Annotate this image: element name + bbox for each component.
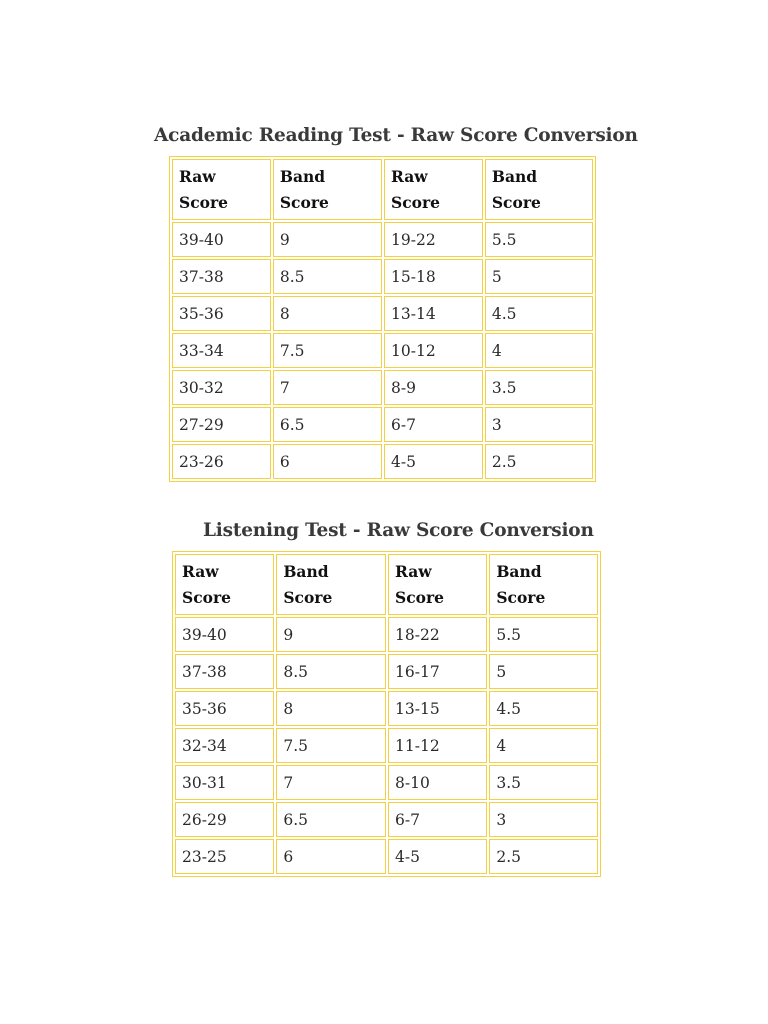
cell-raw-score: 23-26 bbox=[172, 444, 271, 479]
column-header-raw-score bbox=[384, 159, 483, 220]
table-row bbox=[172, 222, 593, 257]
cell-band-score: 4 bbox=[489, 728, 598, 763]
reading-table-title: Academic Reading Test - Raw Score Conversion bbox=[154, 125, 638, 146]
column-header-raw-score bbox=[175, 554, 274, 615]
cell-raw-score: 27-29 bbox=[172, 407, 271, 442]
cell-raw-score: 15-18 bbox=[384, 259, 483, 294]
cell-band-score: 7 bbox=[273, 370, 382, 405]
cell-band-score: 8.5 bbox=[276, 654, 386, 689]
header-word: Score bbox=[283, 587, 333, 607]
cell-raw-score: 6-7 bbox=[384, 407, 483, 442]
table-header-row bbox=[172, 159, 593, 220]
cell-raw-score: 37-38 bbox=[175, 654, 274, 689]
cell-band-score: 6 bbox=[276, 839, 386, 874]
cell-raw-score: 13-15 bbox=[388, 691, 487, 726]
cell-band-score: 7 bbox=[276, 765, 386, 800]
cell-band-score: 3 bbox=[485, 407, 593, 442]
cell-band-score: 5 bbox=[489, 654, 598, 689]
cell-band-score: 4.5 bbox=[485, 296, 593, 331]
cell-raw-score: 35-36 bbox=[172, 296, 271, 331]
cell-raw-score: 23-25 bbox=[175, 839, 274, 874]
cell-raw-score: 19-22 bbox=[384, 222, 483, 257]
cell-band-score: 5.5 bbox=[489, 617, 598, 652]
table-header-row bbox=[175, 554, 598, 615]
header-word: Raw bbox=[395, 561, 432, 581]
cell-raw-score: 16-17 bbox=[388, 654, 487, 689]
table-row bbox=[175, 839, 598, 874]
cell-band-score: 6 bbox=[273, 444, 382, 479]
cell-raw-score: 35-36 bbox=[175, 691, 274, 726]
cell-raw-score: 11-12 bbox=[388, 728, 487, 763]
header-word: Raw bbox=[179, 166, 216, 186]
cell-band-score: 4.5 bbox=[489, 691, 598, 726]
header-word: Score bbox=[496, 587, 546, 607]
cell-band-score: 2.5 bbox=[485, 444, 593, 479]
header-word: Band bbox=[491, 166, 538, 186]
cell-raw-score: 4-5 bbox=[388, 839, 487, 874]
header-word: Score bbox=[279, 192, 329, 212]
cell-raw-score: 39-40 bbox=[175, 617, 274, 652]
table-row bbox=[172, 407, 593, 442]
cell-raw-score: 8-9 bbox=[384, 370, 483, 405]
cell-band-score: 8.5 bbox=[273, 259, 382, 294]
reading-score-table bbox=[169, 156, 596, 482]
cell-band-score: 7.5 bbox=[276, 728, 386, 763]
header-word: Band bbox=[279, 166, 326, 186]
table-row bbox=[175, 691, 598, 726]
cell-band-score: 9 bbox=[276, 617, 386, 652]
cell-band-score: 3 bbox=[489, 802, 598, 837]
listening-table-title: Listening Test - Raw Score Conversion bbox=[203, 520, 594, 541]
column-header-band-score bbox=[273, 159, 382, 220]
listening-score-table bbox=[172, 551, 601, 877]
cell-band-score: 6.5 bbox=[273, 407, 382, 442]
column-header-band-score bbox=[485, 159, 593, 220]
table-row bbox=[175, 654, 598, 689]
cell-band-score: 8 bbox=[273, 296, 382, 331]
header-word: Score bbox=[395, 587, 444, 607]
column-header-band-score bbox=[276, 554, 386, 615]
cell-raw-score: 32-34 bbox=[175, 728, 274, 763]
table-row bbox=[175, 802, 598, 837]
table-row bbox=[172, 296, 593, 331]
cell-raw-score: 6-7 bbox=[388, 802, 487, 837]
cell-raw-score: 26-29 bbox=[175, 802, 274, 837]
header-word: Raw bbox=[182, 561, 219, 581]
table-row bbox=[172, 259, 593, 294]
cell-raw-score: 30-32 bbox=[172, 370, 271, 405]
header-word: Score bbox=[179, 192, 228, 212]
cell-band-score: 7.5 bbox=[273, 333, 382, 368]
header-word: Score bbox=[491, 192, 541, 212]
table-row bbox=[175, 617, 598, 652]
cell-raw-score: 33-34 bbox=[172, 333, 271, 368]
cell-band-score: 2.5 bbox=[489, 839, 598, 874]
cell-band-score: 5.5 bbox=[485, 222, 593, 257]
table-row bbox=[175, 765, 598, 800]
column-header-raw-score bbox=[388, 554, 487, 615]
column-header-band-score bbox=[489, 554, 598, 615]
column-header-raw-score bbox=[172, 159, 271, 220]
cell-band-score: 5 bbox=[485, 259, 593, 294]
cell-band-score: 9 bbox=[273, 222, 382, 257]
header-word: Raw bbox=[391, 166, 428, 186]
cell-raw-score: 10-12 bbox=[384, 333, 483, 368]
cell-band-score: 8 bbox=[276, 691, 386, 726]
cell-band-score: 3.5 bbox=[489, 765, 598, 800]
cell-raw-score: 4-5 bbox=[384, 444, 483, 479]
cell-raw-score: 18-22 bbox=[388, 617, 487, 652]
header-word: Band bbox=[283, 561, 329, 581]
table-row bbox=[172, 370, 593, 405]
cell-raw-score: 39-40 bbox=[172, 222, 271, 257]
header-word: Band bbox=[496, 561, 542, 581]
header-word: Score bbox=[182, 587, 231, 607]
cell-band-score: 6.5 bbox=[276, 802, 386, 837]
cell-band-score: 4 bbox=[485, 333, 593, 368]
table-row bbox=[172, 444, 593, 479]
table-row bbox=[175, 728, 598, 763]
table-row bbox=[172, 333, 593, 368]
cell-raw-score: 30-31 bbox=[175, 765, 274, 800]
header-word: Score bbox=[391, 192, 440, 212]
cell-raw-score: 13-14 bbox=[384, 296, 483, 331]
cell-raw-score: 37-38 bbox=[172, 259, 271, 294]
cell-band-score: 3.5 bbox=[485, 370, 593, 405]
cell-raw-score: 8-10 bbox=[388, 765, 487, 800]
